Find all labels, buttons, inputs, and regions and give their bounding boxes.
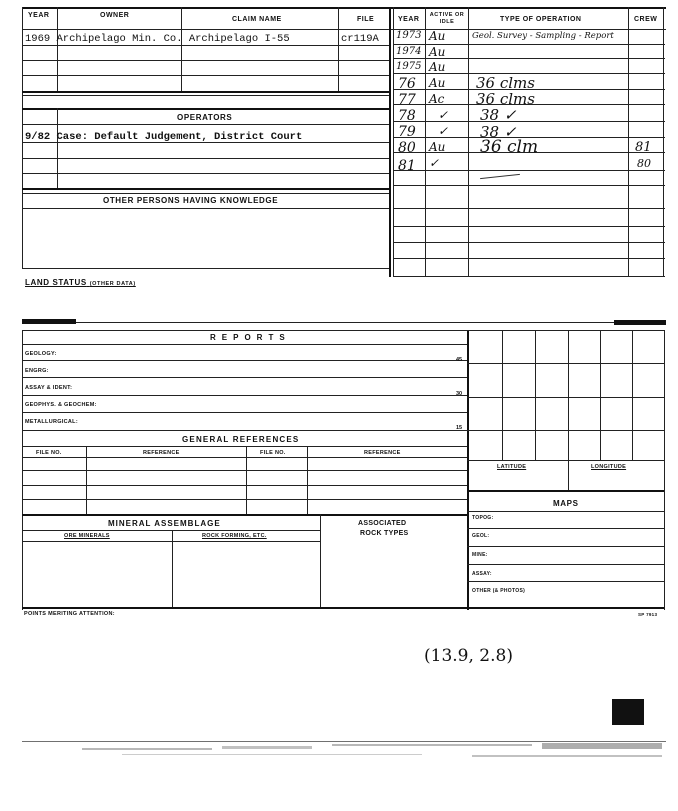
map-row-assay: ASSAY: bbox=[472, 571, 492, 577]
log-operation-4: 36 clms bbox=[476, 74, 535, 92]
points-meriting-attention: POINTS MERITING ATTENTION: bbox=[24, 611, 115, 617]
log-status-2: Au bbox=[429, 45, 446, 59]
map-row-other: OTHER (& PHOTOS) bbox=[472, 588, 526, 594]
ref-header-file-no-1: FILE NO. bbox=[36, 450, 62, 456]
ref-header-file-no-2: FILE NO. bbox=[260, 450, 286, 456]
longitude-label: LONGITUDE bbox=[591, 464, 627, 470]
map-row-mine: MINE: bbox=[472, 552, 488, 558]
log-year-4: 76 bbox=[398, 76, 416, 92]
header-crew: CREW bbox=[634, 16, 658, 23]
report-row-engrg: ENGRG: bbox=[25, 368, 49, 374]
header-file: FILE bbox=[357, 16, 375, 23]
log-operation-7: 38 ✓ bbox=[480, 123, 517, 141]
report-row-metallurgical: METALLURGICAL: bbox=[25, 419, 78, 425]
scan-mark-block bbox=[612, 699, 644, 725]
form-number: SP 7913 bbox=[638, 612, 658, 617]
log-operation-6: 38 ✓ bbox=[480, 106, 517, 124]
log-year-8: 80 bbox=[398, 140, 416, 156]
coordinates-note: (13.9, 2.8) bbox=[424, 646, 513, 666]
log-year-7: 79 bbox=[398, 124, 416, 140]
log-year-5: 77 bbox=[398, 92, 416, 108]
report-row-assay: ASSAY & IDENT: bbox=[25, 385, 73, 391]
latitude-label: LATITUDE bbox=[497, 464, 527, 470]
log-status-3: Au bbox=[429, 60, 446, 74]
report-row-geology: GEOLOGY: bbox=[25, 351, 57, 357]
report-num-45: 45 bbox=[456, 357, 463, 363]
operators-label: OPERATORS bbox=[177, 113, 233, 122]
log-status-6: ✓ bbox=[438, 108, 449, 122]
report-row-geophys: GEOPHYS. & GEOCHEM: bbox=[25, 402, 97, 408]
ref-header-reference-1: REFERENCE bbox=[143, 450, 180, 456]
log-year-2: 1974 bbox=[396, 46, 422, 57]
other-persons-label: OTHER PERSONS HAVING KNOWLEDGE bbox=[103, 196, 279, 205]
log-crew-8: 81 bbox=[635, 140, 652, 155]
map-row-geol: GEOL: bbox=[472, 533, 490, 539]
log-operation-1: Geol. Survey - Sampling - Report bbox=[472, 31, 614, 41]
log-status-9: ✓ bbox=[429, 156, 440, 170]
header-claim-name: CLAIM NAME bbox=[232, 16, 282, 23]
log-operation-5: 36 clms bbox=[476, 90, 535, 108]
associated-label: ASSOCIATED bbox=[358, 520, 407, 527]
file-entry: cr119A bbox=[341, 33, 379, 45]
log-year-6: 78 bbox=[398, 108, 416, 124]
ref-header-reference-2: REFERENCE bbox=[364, 450, 401, 456]
header-owner: OWNER bbox=[100, 12, 130, 19]
header-type-of-operation: TYPE OF OPERATION bbox=[500, 16, 582, 23]
rock-types-label: ROCK TYPES bbox=[360, 530, 409, 537]
log-year-3: 1975 bbox=[396, 61, 422, 72]
log-crew-9: 80 bbox=[637, 157, 651, 170]
ore-minerals-header: ORE MINERALS bbox=[64, 533, 110, 539]
log-status-5: Ac bbox=[429, 92, 445, 106]
reports-title: REPORTS bbox=[210, 333, 291, 342]
log-status-7: ✓ bbox=[438, 124, 449, 138]
log-operation-8: 36 clm bbox=[480, 137, 539, 157]
maps-title: MAPS bbox=[553, 499, 579, 508]
header-active-or-idle: ACTIVE OR IDLE bbox=[429, 12, 465, 25]
log-status-1: Au bbox=[429, 29, 446, 43]
mineral-assemblage-title: MINERAL ASSEMBLAGE bbox=[108, 519, 221, 528]
log-year-9: 81 bbox=[398, 158, 416, 174]
log-year-1: 1973 bbox=[396, 30, 422, 41]
report-num-15: 15 bbox=[456, 425, 463, 431]
land-status-label: LAND STATUS (OTHER DATA) bbox=[25, 278, 136, 287]
owner-claim-entry: 1969 Archipelago Min. Co. Archipelago I-55 bbox=[25, 33, 290, 45]
scan-noise-band bbox=[22, 738, 666, 760]
log-status-4: Au bbox=[429, 76, 446, 90]
report-num-30: 30 bbox=[456, 391, 463, 397]
header-year-2: YEAR bbox=[398, 16, 420, 23]
header-year: YEAR bbox=[28, 12, 50, 19]
operators-entry: 9/82 Case: Default Judgement, District Court bbox=[25, 131, 303, 143]
log-status-8: Au bbox=[429, 140, 446, 154]
map-row-topog: TOPOG: bbox=[472, 515, 494, 521]
general-references-title: GENERAL REFERENCES bbox=[182, 435, 300, 444]
rock-forming-header: ROCK FORMING, ETC. bbox=[202, 533, 267, 539]
